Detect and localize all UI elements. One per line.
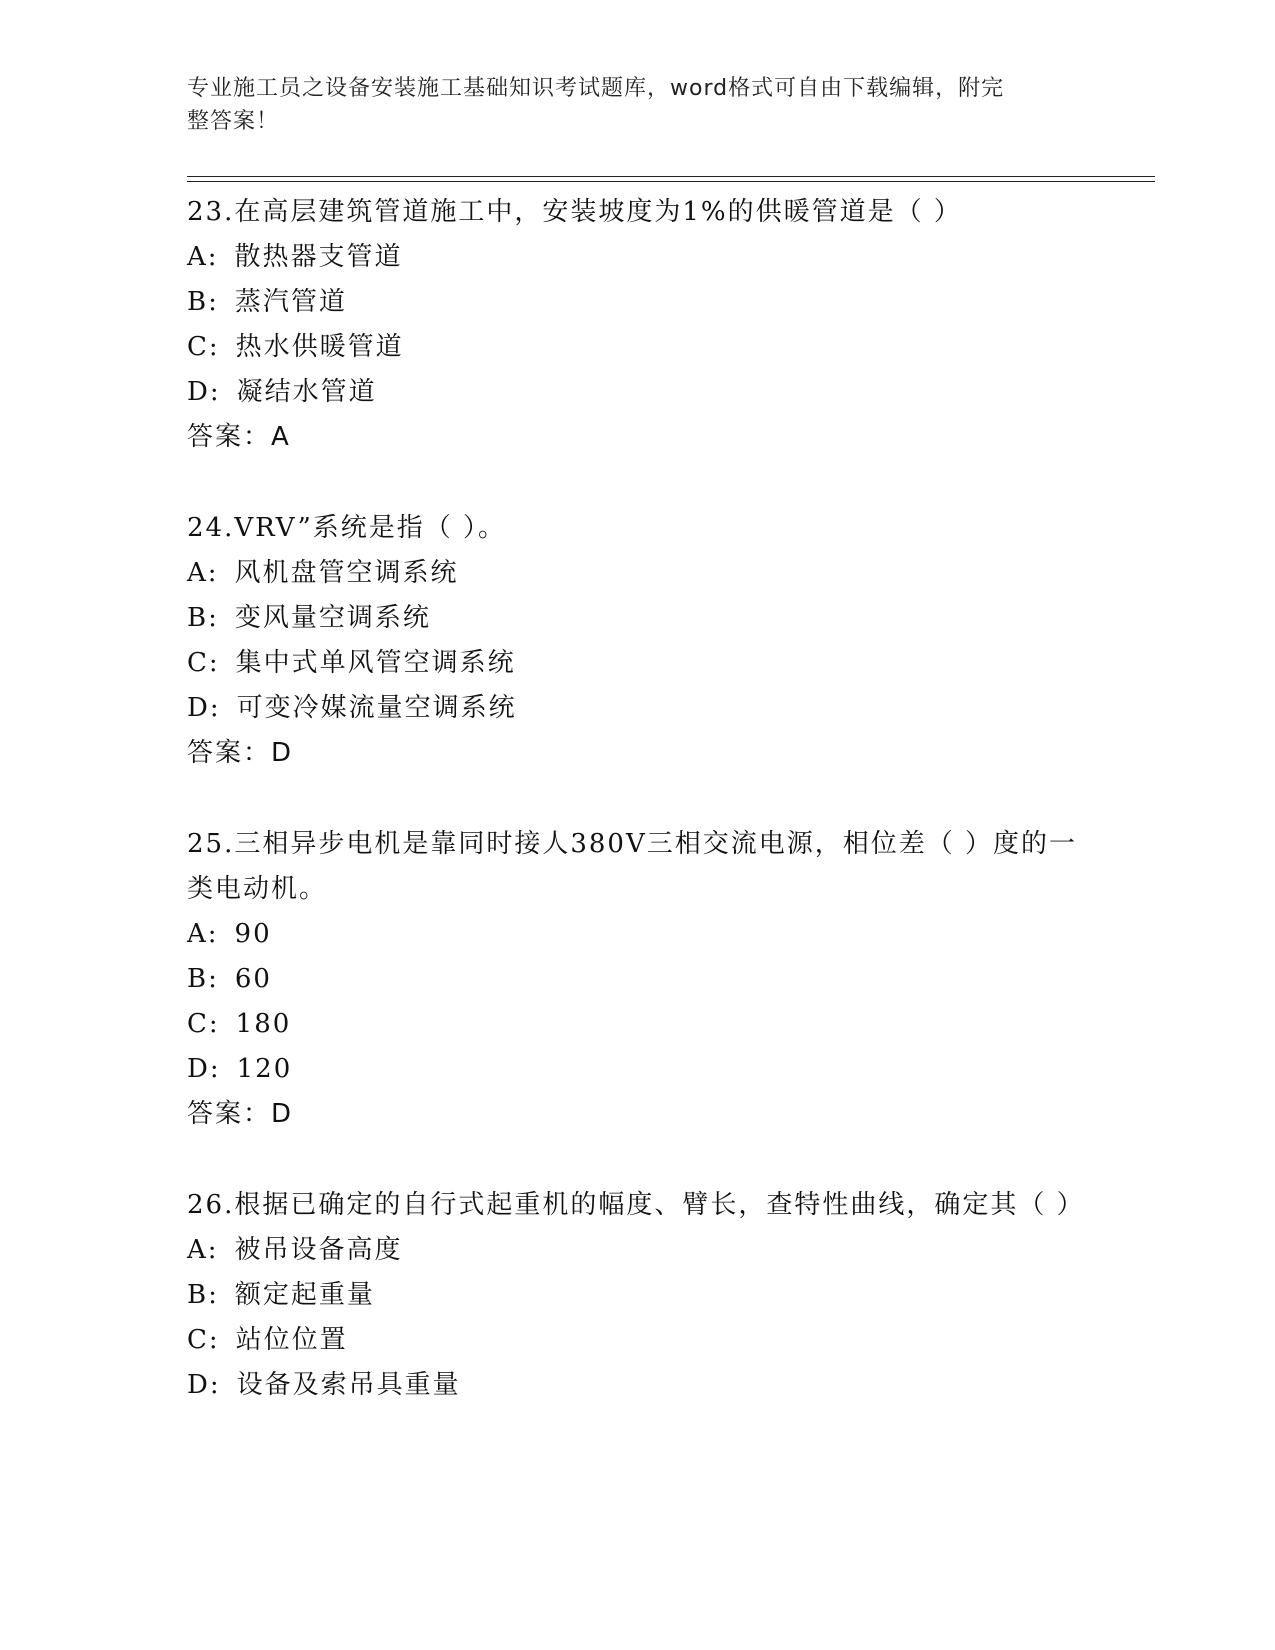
option-a — [187, 912, 1087, 957]
option-c — [187, 641, 1087, 686]
option-letter: B: — [187, 964, 219, 994]
option-text: 散热器支管道 — [234, 242, 403, 272]
option-letter: D: — [187, 1370, 221, 1400]
header-line-2: 整答案！ — [187, 109, 280, 134]
answer-line: 答案：D — [187, 738, 294, 768]
option-text: 可变冷媒流量空调系统 — [236, 693, 517, 723]
option-c — [187, 1318, 1087, 1363]
option-letter: B: — [187, 287, 219, 317]
option-a — [187, 551, 1087, 596]
option-letter: C: — [187, 1009, 220, 1039]
option-a — [187, 235, 1087, 280]
option-letter: A: — [187, 1235, 219, 1265]
question-stem: 23.在高层建筑管道施工中，安装坡度为1%的供暖管道是（ ） — [187, 197, 962, 227]
option-letter: C: — [187, 648, 220, 678]
option-text: 120 — [236, 1054, 293, 1084]
option-text: 热水供暖管道 — [235, 332, 404, 362]
answer-line: 答案：D — [187, 1099, 294, 1129]
option-text: 风机盘管空调系统 — [234, 558, 459, 588]
question-24 — [187, 506, 1087, 776]
option-d — [187, 370, 1087, 415]
option-b — [187, 280, 1087, 325]
option-b — [187, 957, 1087, 1002]
option-a — [187, 1228, 1087, 1273]
option-letter: B: — [187, 603, 219, 633]
option-b — [187, 596, 1087, 641]
option-letter: A: — [187, 242, 219, 272]
header-line-1: 专业施工员之设备安装施工基础知识考试题库，word格式可自由下载编辑，附完 — [187, 76, 1005, 101]
answer-line: 答案：A — [187, 422, 291, 452]
option-text: 凝结水管道 — [236, 377, 377, 407]
header-divider-top — [187, 176, 1155, 177]
option-text: 额定起重量 — [234, 1280, 375, 1310]
question-stem: 25.三相异步电机是靠同时接人380V三相交流电源，相位差（ ）度的一类电动机。 — [187, 829, 1078, 904]
option-letter: D: — [187, 377, 221, 407]
option-text: 90 — [234, 919, 272, 949]
option-letter: A: — [187, 919, 219, 949]
option-b — [187, 1273, 1087, 1318]
option-letter: D: — [187, 1054, 221, 1084]
question-list — [187, 190, 1087, 1408]
option-d — [187, 1363, 1087, 1408]
option-text: 设备及索吊具重量 — [236, 1370, 461, 1400]
option-text: 60 — [234, 964, 272, 994]
option-d — [187, 686, 1087, 731]
option-c — [187, 325, 1087, 370]
question-26 — [187, 1183, 1087, 1408]
option-text: 180 — [235, 1009, 292, 1039]
option-letter: C: — [187, 1325, 220, 1355]
option-text: 蒸汽管道 — [234, 287, 347, 317]
question-stem: 24.VRV”系统是指（ ）。 — [187, 513, 507, 543]
header-divider-bottom — [187, 181, 1155, 182]
option-text: 集中式单风管空调系统 — [235, 648, 516, 678]
option-letter: A: — [187, 558, 219, 588]
option-letter: B: — [187, 1280, 219, 1310]
option-letter: D: — [187, 693, 221, 723]
document-header — [187, 72, 1067, 138]
option-d — [187, 1047, 1087, 1092]
question-23 — [187, 190, 1087, 460]
question-25 — [187, 822, 1087, 1137]
option-c — [187, 1002, 1087, 1047]
option-text: 站位位置 — [235, 1325, 348, 1355]
question-stem: 26.根据已确定的自行式起重机的幅度、臂长，查特性曲线，确定其（ ） — [187, 1190, 1085, 1220]
option-text: 被吊设备高度 — [234, 1235, 403, 1265]
option-letter: C: — [187, 332, 220, 362]
option-text: 变风量空调系统 — [234, 603, 431, 633]
